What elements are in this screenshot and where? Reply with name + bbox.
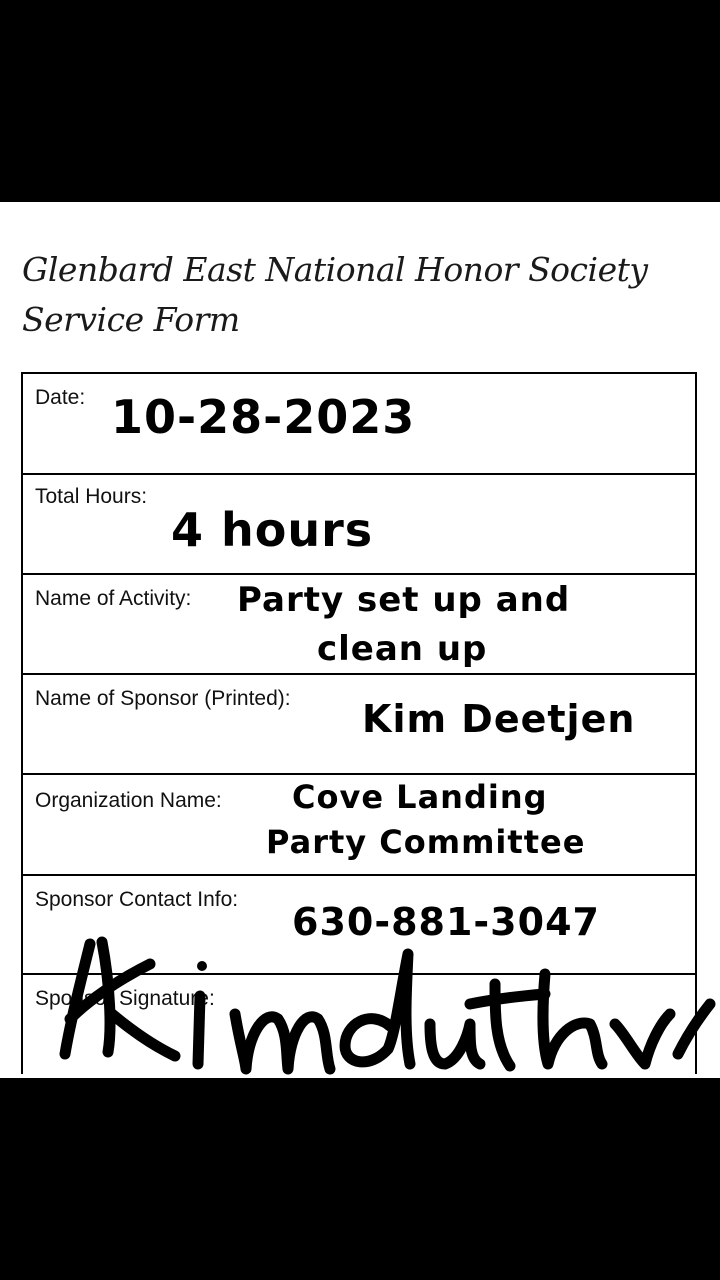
form-subtitle: Service Form: [22, 300, 240, 339]
row-contact: [23, 876, 695, 975]
sponsor-value: Kim Deetjen: [362, 697, 636, 741]
hours-value: 4 hours: [171, 503, 374, 557]
signature-label: Sponsor Signature:: [35, 987, 215, 1010]
row-date: [23, 374, 695, 475]
contact-value: 630-881-3047: [292, 900, 600, 944]
org-value-line2: Party Committee: [266, 823, 586, 861]
date-label: Date:: [35, 386, 86, 409]
form-table: [21, 372, 697, 1074]
activity-label: Name of Activity:: [35, 587, 192, 610]
row-sponsor-name: [23, 675, 695, 775]
org-label: Organization Name:: [35, 789, 222, 812]
hours-label: Total Hours:: [35, 485, 148, 508]
activity-value-line2: clean up: [317, 629, 488, 669]
row-signature: [23, 975, 695, 1078]
bottom-black-bar: [0, 1078, 720, 1280]
contact-label: Sponsor Contact Info:: [35, 888, 239, 911]
form-title: Glenbard East National Honor Society: [22, 250, 648, 289]
sponsor-label: Name of Sponsor (Printed):: [35, 687, 291, 710]
row-organization: [23, 775, 695, 876]
row-total-hours: [23, 475, 695, 575]
org-value-line1: Cove Landing: [292, 778, 548, 816]
activity-value-line1: Party set up and: [237, 580, 571, 620]
date-value: 10-28-2023: [111, 390, 416, 444]
row-activity: [23, 575, 695, 675]
service-form-sheet: [0, 202, 720, 1078]
